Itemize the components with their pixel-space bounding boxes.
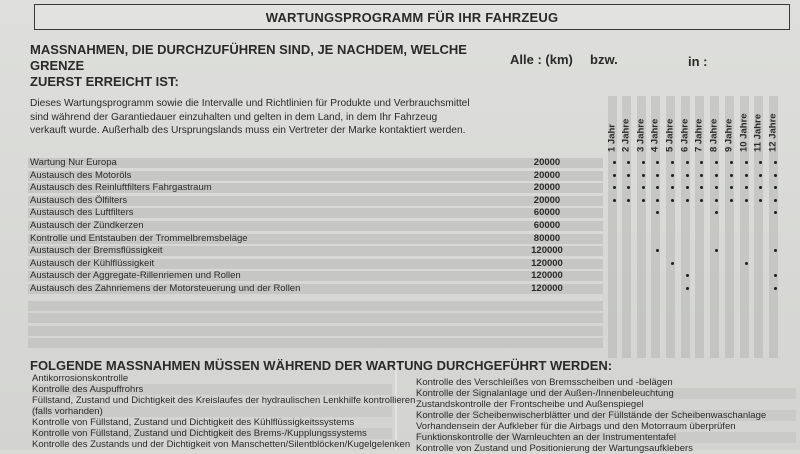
row-label: Austausch der Kühlflüssigkeit — [30, 257, 155, 269]
interval-dot — [774, 161, 777, 164]
check-item: Antikorrosionskontrolle — [32, 373, 129, 384]
year-header: 2 Jahre — [620, 118, 632, 152]
check-item: Füllstand, Zustand und Dichtigkeit des Kreislaufes der hydraulischen Lenkhilfe kontrollieren — [32, 395, 416, 406]
row-band — [28, 301, 603, 311]
interval-dot — [700, 199, 703, 202]
table-row — [28, 258, 798, 270]
year-header: 6 Jahre — [679, 118, 691, 152]
section-title: FOLGENDE MASSNAHMEN MÜSSEN WÄHREND DER WARTUNG DURCHGEFÜHRT WERDEN: — [30, 358, 613, 373]
row-label: Austausch des Zahnriemens der Motorsteuerung und der Rollen — [30, 283, 301, 294]
interval-dot — [745, 174, 748, 177]
year-header: 5 Jahre — [664, 118, 676, 152]
interval-dot — [715, 161, 718, 164]
year-header: 11 Jahre — [752, 113, 764, 152]
year-header: 12 Jahre — [767, 113, 779, 152]
interval-dot — [613, 199, 616, 202]
interval-dot — [715, 174, 718, 177]
interval-dot — [627, 199, 630, 202]
interval-dot — [759, 199, 762, 202]
row-band — [28, 326, 603, 336]
check-item: Kontrolle von Füllstand, Zustand und Dichtigkeit des Kühlflüssigkeitssystems — [32, 417, 355, 428]
table-row — [28, 220, 798, 232]
interval-dot — [686, 199, 689, 202]
table-row — [28, 170, 798, 182]
year-header: 10 Jahre — [738, 113, 750, 152]
check-item: (falls vorhanden) — [32, 406, 392, 417]
check-item: Zustandskontrolle der Frontscheibe und Außenspiegel — [416, 399, 644, 410]
table-row — [28, 233, 798, 245]
row-band — [28, 338, 603, 348]
criteria-heading-line2: ZUERST ERREICHT IST: — [30, 74, 179, 89]
page-title-text: WARTUNGSPROGRAMM FÜR IHR FAHRZEUG — [265, 9, 559, 25]
interval-dot — [774, 199, 777, 202]
interval-dot — [613, 174, 616, 177]
empty-row — [28, 300, 798, 312]
interval-dot — [627, 174, 630, 177]
interval-dot — [730, 199, 733, 202]
row-band — [28, 313, 603, 323]
interval-dot — [774, 174, 777, 177]
check-item: Funktionskontrolle der Warnleuchten an der Instrumententafel — [416, 432, 796, 443]
row-km: 120000 — [531, 257, 563, 269]
year-header: 3 Jahre — [635, 118, 647, 152]
interval-dot — [730, 174, 733, 177]
criteria-heading — [30, 42, 500, 90]
row-km: 60000 — [533, 207, 561, 219]
interval-dot — [700, 161, 703, 164]
intro-paragraph — [30, 97, 520, 138]
interval-dot — [656, 174, 659, 177]
row-label: Kontrolle und Entstauben der Trommelbremsbeläge — [30, 232, 248, 244]
row-km: 120000 — [531, 245, 563, 257]
year-header: 1 Jahr — [606, 124, 618, 152]
intro-line: sind während der Garantiedauer einzuhalten und gelten in dem Land, in dem Ihr Fahrzeug — [30, 111, 438, 123]
row-km: 20000 — [533, 182, 561, 194]
interval-dot — [686, 174, 689, 177]
interval-dot — [656, 199, 659, 202]
interval-dot — [745, 262, 748, 265]
check-item: Kontrolle der Signalanlage und der Außen-/Innenbeleuchtung — [416, 388, 796, 399]
interval-dot — [759, 174, 762, 177]
interval-dot — [671, 262, 674, 265]
row-km: 120000 — [531, 283, 563, 294]
interval-dot — [642, 161, 645, 164]
interval-dot — [715, 199, 718, 202]
table-row — [28, 195, 798, 207]
interval-dot — [686, 161, 689, 164]
interval-dot — [745, 199, 748, 202]
interval-dot — [671, 199, 674, 202]
row-label: Austausch des Motoröls — [30, 169, 132, 181]
row-label: Austausch des Ölfilters — [30, 194, 128, 206]
row-km: 60000 — [533, 220, 561, 231]
interval-dot — [656, 161, 659, 164]
row-label: Austausch der Aggregate-Rillenriemen und Rollen — [30, 270, 241, 282]
empty-row — [28, 337, 798, 349]
bzw-label: bzw. — [590, 52, 618, 67]
interval-dot — [671, 161, 674, 164]
row-km: 20000 — [533, 194, 561, 206]
check-item: Kontrolle der Scheibenwischerblätter und der Füllstände der Scheibenwaschanlage — [416, 410, 796, 421]
years-column-label: in : — [688, 54, 708, 69]
intro-line: Dieses Wartungsprogramm sowie die Intervalle und Richtlinien für Produkte und Verbrauchsmittel — [30, 98, 470, 109]
intro-line: verkauft wurde. Außerhalb des Ursprungslands muss ein Vertreter der Marke kontaktiert werden. — [30, 125, 466, 136]
table-row — [28, 182, 798, 194]
interval-dot — [745, 161, 748, 164]
interval-dot — [730, 161, 733, 164]
row-label: Wartung Nur Europa — [30, 157, 117, 168]
interval-dot — [686, 287, 689, 290]
table-row — [28, 283, 798, 295]
interval-dot — [774, 287, 777, 290]
check-item: Kontrolle des Zustands und der Dichtigkeit von Manschetten/Silentblöcken/Kugelgelenken — [32, 439, 411, 450]
interval-dot — [642, 174, 645, 177]
year-header: 7 Jahre — [693, 118, 705, 152]
criteria-heading-line1: MASSNAHMEN, DIE DURCHZUFÜHREN SIND, JE NACHDEM, WELCHE GRENZE — [30, 42, 467, 73]
row-km: 120000 — [531, 270, 563, 282]
table-row — [28, 157, 798, 169]
row-label: Austausch der Zündkerzen — [30, 220, 144, 231]
table-row — [28, 207, 798, 219]
check-item: Kontrolle des Verschleißes von Bremsscheiben und -belägen — [416, 377, 673, 388]
row-km: 20000 — [533, 157, 561, 168]
empty-row — [28, 325, 798, 337]
table-row — [28, 245, 798, 257]
check-item: Kontrolle von Zustand und Positionierung der Wartungsaufklebers — [416, 443, 693, 454]
interval-dot — [671, 174, 674, 177]
check-item: Vorhandensein der Aufkleber für die Airbags und den Motorraum überprüfen — [416, 421, 736, 432]
check-item: Kontrolle des Auspuffrohrs — [32, 384, 392, 395]
check-item: Kontrolle von Füllstand, Zustand und Dichtigkeit des Brems-/Kupplungssystems — [32, 428, 392, 439]
interval-dot — [627, 161, 630, 164]
year-header: 4 Jahre — [649, 118, 661, 152]
row-label: Austausch der Bremsflüssigkeit — [30, 245, 163, 257]
empty-row — [28, 312, 798, 324]
row-km: 20000 — [533, 169, 561, 181]
interval-dot — [700, 174, 703, 177]
page-title — [34, 4, 790, 30]
row-km: 80000 — [533, 232, 561, 244]
km-column-label: Alle : (km) — [510, 52, 573, 67]
row-label: Austausch des Luftfilters — [30, 207, 134, 219]
interval-dot — [613, 161, 616, 164]
table-row — [28, 270, 798, 282]
year-header: 9 Jahre — [723, 118, 735, 152]
interval-dot — [642, 199, 645, 202]
year-header: 8 Jahre — [708, 118, 720, 152]
interval-dot — [759, 161, 762, 164]
row-label: Austausch des Reinluftfilters Fahrgastraum — [30, 182, 212, 194]
